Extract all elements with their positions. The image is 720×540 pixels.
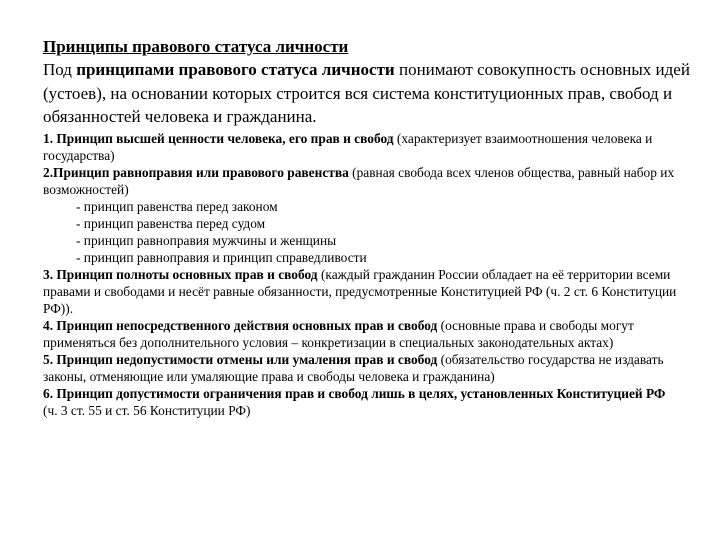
principle-6-desc: (ч. 3 ст. 55 и ст. 56 Конституции РФ) — [43, 403, 251, 418]
principle-6-title: 6. Принцип допустимости ограничения прав и свобод лишь в целях, установленных Конституцией РФ — [43, 386, 666, 401]
principle-3-title: 3. Принцип полноты основных прав и свобод — [43, 267, 318, 282]
principle-2 — [43, 164, 683, 198]
principle-2-subitem: - принцип равноправия мужчины и женщины — [76, 233, 337, 248]
principle-6 — [43, 385, 683, 419]
principle-1-title: 1. Принцип высшей ценности человека, его прав и свобод — [43, 131, 394, 146]
principle-3 — [43, 266, 683, 317]
principle-4-desc: (основные права и свободы могут применяться без дополнительного условия – конкретизации в специальных законодательных актах) — [43, 318, 634, 350]
intro-rest: понимают совокупность основных идей (устоев), на основании которых строится вся система конституционных прав, свобод и обязанностей человека и гражданина. — [43, 60, 690, 126]
principle-4 — [43, 317, 683, 351]
principle-4-title: 4. Принцип непосредственного действия основных прав и свобод — [43, 318, 438, 333]
intro-paragraph — [43, 58, 693, 129]
principle-1 — [43, 130, 683, 164]
intro-lead: Под — [43, 60, 77, 79]
principle-3-desc: (каждый гражданин России обладает на её территории всеми правами и свободами и несёт равные обязанности, предусмотренные Конституцией РФ (ч. 2 ст. 6 Конституции РФ)). — [43, 267, 677, 316]
principles-list — [43, 130, 683, 419]
principle-2-subitem: - принцип равенства перед законом — [76, 199, 278, 214]
principle-2-desc: (равная свобода всех членов общества, равный набор их возможностей) — [43, 165, 675, 197]
principle-2-title: 2.Принцип равноправия или правового равенства — [43, 165, 349, 180]
principle-5 — [43, 351, 683, 385]
principle-2-subitem: - принцип равноправия и принцип справедливости — [76, 250, 367, 265]
principle-2-subitem: - принцип равенства перед судом — [76, 216, 266, 231]
intro-term: принципами правового статуса личности — [76, 60, 395, 79]
principle-1-desc: (характеризует взаимоотношения человека и государства) — [43, 131, 653, 163]
slide-title: Принципы правового статуса личности — [43, 37, 349, 56]
principle-5-desc: (обязательство государства не издавать законы, отменяющие или умаляющие права и свободы человека и гражданина) — [43, 352, 664, 384]
principle-5-title: 5. Принцип недопустимости отмены или умаления прав и свобод — [43, 352, 438, 367]
